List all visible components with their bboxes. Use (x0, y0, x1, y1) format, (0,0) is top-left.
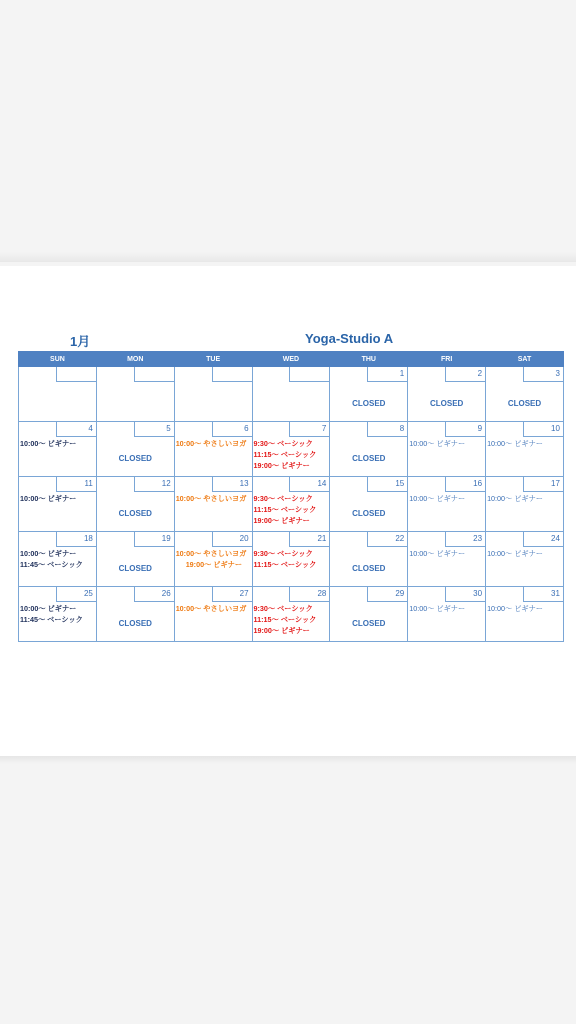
class-list (20, 603, 95, 625)
day-cell (252, 367, 330, 422)
class-list (254, 548, 329, 570)
day-cell (252, 422, 330, 477)
closed-label: CLOSED (429, 399, 464, 408)
day-number (134, 367, 174, 382)
day-number: 10 (523, 422, 563, 437)
class-entry: 11:15～ ベーシック (253, 450, 317, 459)
day-number: 22 (367, 532, 407, 547)
day-number: 30 (445, 587, 485, 602)
class-entry: 19:00～ ビギナー (253, 461, 310, 470)
schedule-calendar (18, 351, 564, 642)
day-cell (486, 477, 564, 532)
class-entry: 11:15～ ベーシック (253, 505, 317, 514)
day-number: 16 (445, 477, 485, 492)
day-number: 18 (56, 532, 96, 547)
day-cell (486, 587, 564, 642)
day-number (289, 367, 329, 382)
top-background (0, 0, 576, 262)
class-entry: 10:00～ やさしいヨガ (175, 549, 247, 558)
class-list (20, 548, 95, 570)
day-cell (408, 477, 486, 532)
day-cell (174, 532, 252, 587)
closed-label: CLOSED (507, 399, 542, 408)
closed-label: CLOSED (118, 509, 152, 518)
day-cell (96, 477, 174, 532)
class-entry: 10:00～ ビギナー (409, 494, 466, 503)
closed-label: CLOSED (118, 564, 152, 573)
class-entry: 10:00～ やさしいヨガ (175, 494, 247, 503)
day-cell (19, 477, 97, 532)
class-entry: 10:00～ ビギナー (20, 494, 77, 503)
weekday-mon: MON (96, 352, 174, 367)
class-entry: 10:00～ やさしいヨガ (175, 604, 247, 613)
class-entry: 10:00～ ビギナー (487, 549, 543, 558)
class-entry: 10:00～ ビギナー (487, 439, 543, 448)
day-cell (330, 477, 408, 532)
closed-label: CLOSED (118, 619, 152, 628)
day-cell (408, 422, 486, 477)
weekday-wed: WED (252, 352, 330, 367)
day-cell (252, 477, 330, 532)
day-cell (330, 422, 408, 477)
weekday-header-row (19, 352, 564, 367)
class-entry: 9:30～ ベーシック (253, 604, 313, 613)
day-number: 21 (289, 532, 329, 547)
class-list (176, 603, 251, 614)
day-number: 25 (56, 587, 96, 602)
class-entry: 10:00～ ビギナー (409, 439, 466, 448)
day-number: 13 (212, 477, 252, 492)
day-number: 12 (134, 477, 174, 492)
day-number: 23 (445, 532, 485, 547)
day-cell (408, 367, 486, 422)
day-number: 8 (367, 422, 407, 437)
weekday-thu: THU (330, 352, 408, 367)
day-number: 6 (212, 422, 252, 437)
day-number: 7 (289, 422, 329, 437)
day-cell (96, 587, 174, 642)
day-cell (174, 422, 252, 477)
day-number: 14 (289, 477, 329, 492)
closed-label: CLOSED (352, 399, 386, 408)
day-cell (96, 422, 174, 477)
class-entry: 9:30～ ベーシック (253, 494, 313, 503)
day-cell (19, 587, 97, 642)
weekday-sun: SUN (19, 352, 97, 367)
class-entry: 19:00～ ビギナー (253, 516, 310, 525)
day-number: 9 (445, 422, 485, 437)
week-row (19, 477, 564, 532)
day-cell (330, 532, 408, 587)
day-cell (19, 422, 97, 477)
week-row (19, 587, 564, 642)
class-list (487, 548, 562, 559)
class-entry: 11:45～ ベーシック (20, 560, 83, 569)
class-entry: 10:00～ ビギナー (20, 549, 77, 558)
day-number (56, 367, 96, 382)
day-number: 17 (523, 477, 563, 492)
class-entry: 10:00～ ビギナー (409, 604, 466, 613)
day-number: 24 (523, 532, 563, 547)
day-number: 29 (367, 587, 407, 602)
class-entry: 10:00～ ビギナー (487, 494, 543, 503)
week-row (19, 367, 564, 422)
day-cell (174, 587, 252, 642)
closed-label: CLOSED (352, 564, 386, 573)
day-cell (174, 477, 252, 532)
day-number: 19 (134, 532, 174, 547)
class-entry: 19:00～ ビギナー (253, 626, 310, 635)
day-cell (330, 587, 408, 642)
class-entry: 9:30～ ベーシック (253, 439, 313, 448)
class-entry: 10:00～ やさしいヨガ (175, 439, 247, 448)
day-cell (174, 367, 252, 422)
day-number: 20 (212, 532, 252, 547)
day-cell (330, 367, 408, 422)
class-entry: 9:30～ ベーシック (253, 549, 313, 558)
weekday-sat: SAT (486, 352, 564, 367)
class-entry: 10:00～ ビギナー (409, 549, 466, 558)
day-number: 31 (523, 587, 563, 602)
bottom-background (0, 756, 576, 1024)
weekday-tue: TUE (174, 352, 252, 367)
week-row (19, 532, 564, 587)
class-entry: 11:15～ ベーシック (253, 560, 317, 569)
day-cell (486, 422, 564, 477)
day-number: 15 (367, 477, 407, 492)
class-list (20, 438, 95, 449)
day-number: 27 (212, 587, 252, 602)
day-cell (252, 532, 330, 587)
week-row (19, 422, 564, 477)
class-list (409, 603, 484, 614)
day-cell (96, 532, 174, 587)
closed-label: CLOSED (352, 454, 386, 463)
class-list (487, 603, 562, 614)
day-cell (408, 587, 486, 642)
day-number: 11 (56, 477, 96, 492)
weekday-fri: FRI (408, 352, 486, 367)
closed-label: CLOSED (352, 509, 386, 518)
class-list (176, 438, 251, 449)
day-number: 28 (289, 587, 329, 602)
day-cell (19, 367, 97, 422)
day-number: 4 (56, 422, 96, 437)
month-title: 1月 (70, 334, 91, 349)
day-cell (486, 532, 564, 587)
day-number: 3 (523, 367, 563, 382)
class-list (176, 493, 251, 504)
class-list (254, 603, 329, 636)
class-list (409, 438, 484, 449)
day-number: 1 (367, 367, 407, 382)
closed-label: CLOSED (352, 619, 386, 628)
class-list (487, 493, 562, 504)
closed-label: CLOSED (118, 454, 152, 463)
day-cell (19, 532, 97, 587)
day-cell (408, 532, 486, 587)
class-entry: 10:00～ ビギナー (20, 604, 77, 613)
day-number (212, 367, 252, 382)
day-cell (486, 367, 564, 422)
day-number: 5 (134, 422, 174, 437)
class-entry: 11:45～ ベーシック (20, 615, 83, 624)
day-number: 2 (445, 367, 485, 382)
day-number: 26 (134, 587, 174, 602)
class-list (176, 548, 251, 570)
class-list (254, 438, 329, 471)
class-entry: 10:00～ ビギナー (487, 604, 543, 613)
class-entry: 10:00～ ビギナー (20, 439, 77, 448)
class-list (20, 493, 95, 504)
class-entry: 11:15～ ベーシック (253, 615, 317, 624)
studio-title: Yoga-Studio A (305, 331, 394, 346)
class-entry: 19:00～ ビギナー (185, 560, 243, 569)
class-list (409, 493, 484, 504)
class-list (487, 438, 562, 449)
day-cell (252, 587, 330, 642)
class-list (409, 548, 484, 559)
class-list (254, 493, 329, 526)
day-cell (96, 367, 174, 422)
